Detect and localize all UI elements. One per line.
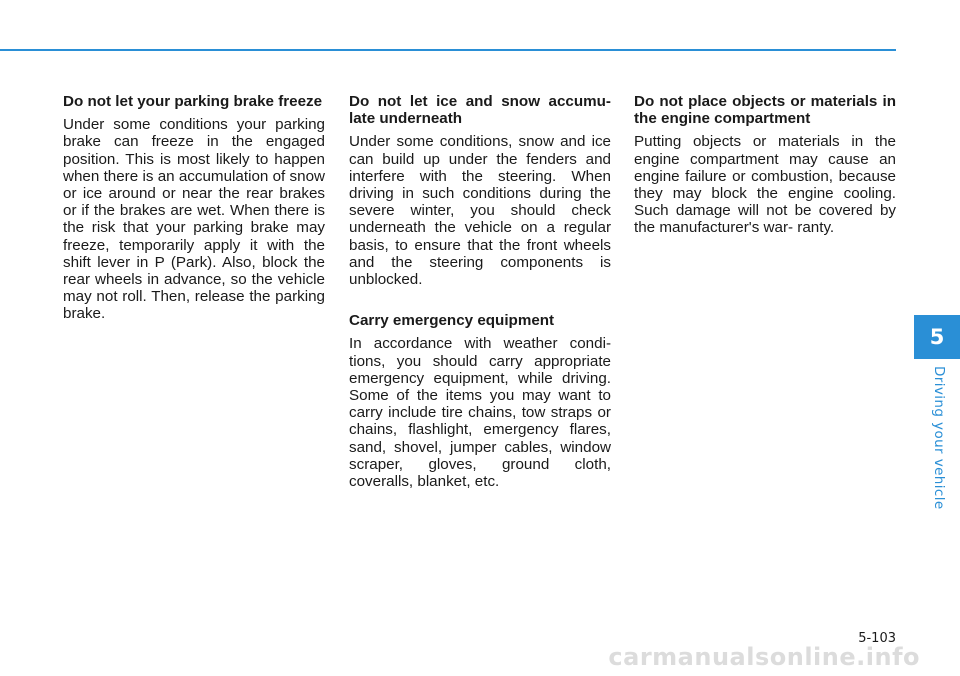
section-heading-parking-brake: Do not let your parking brake freeze (63, 93, 323, 110)
section-body-parking-brake: Under some conditions your parking brake can freeze in the engaged position. This is most likely to happen when there is an accumulation of snow or ice around or near the rear brakes or if the brakes are wet. When there is the risk that your parking brake may freeze, temporarily apply it with the shift lever in P (Park). Also, block the rear wheels in advance, so the vehicle may not roll. Then, release the parking brake. (63, 116, 325, 323)
page-number: 5-103 (858, 631, 896, 646)
section-body-engine-compartment: Putting objects or materials in the engine compartment may cause an engine failure or combustion, because they may block the engine cooling. Such damage will not be covered by the manufacturer's war- ranty. (634, 133, 896, 237)
chapter-number-tab: 5 (914, 315, 960, 359)
section-spacer (349, 288, 611, 312)
watermark: carmanualsonline.info (608, 643, 920, 671)
section-heading-ice-snow: Do not let ice and snow accumu- late underneath (349, 93, 611, 128)
column-right (634, 93, 896, 237)
chapter-title: Driving your vehicle (931, 366, 947, 510)
section-body-emergency-equipment: In accordance with weather condi- tions, you should carry appropriate emergency equipment, while driving. Some of the items you may want to carry include tire chains, tow straps or chains, flashlight, emergency flares, sand, shovel, jumper cables, window scraper, gloves, ground cloth, coveralls, blanket, etc. (349, 335, 611, 491)
section-heading-engine-compartment: Do not place objects or materials in the engine compartment (634, 93, 896, 128)
column-left (63, 93, 325, 323)
header-rule (0, 49, 896, 51)
section-heading-emergency-equipment: Carry emergency equipment (349, 312, 555, 330)
column-middle (349, 93, 611, 490)
section-body-ice-snow: Under some conditions, snow and ice can build up under the fenders and interfere with the steering. When driving in such conditions during the severe winter, you should check underneath the vehicle on a regular basis, to ensure that the front wheels and the steering components is unblocked. (349, 133, 611, 289)
